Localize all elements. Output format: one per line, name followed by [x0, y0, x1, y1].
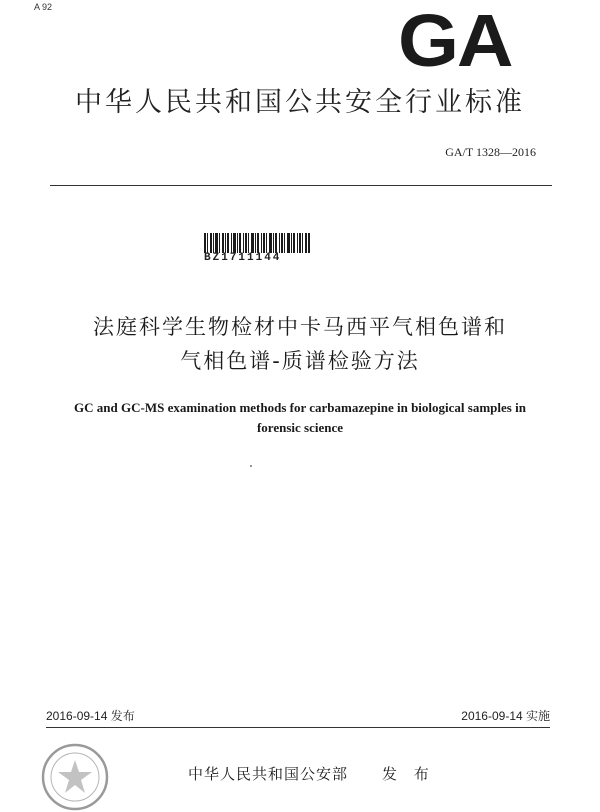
- publisher-name: 中华人民共和国公安部: [188, 765, 349, 783]
- barcode-number: BZ1711144: [204, 252, 282, 264]
- chinese-title-line-1: 法庭科学生物检材中卡马西平气相色谱和: [93, 315, 507, 339]
- seal-stamp-icon: [40, 742, 110, 812]
- standard-type-title: 中华人民共和国公共安全行业标准: [75, 87, 525, 118]
- bottom-rule: [46, 727, 550, 728]
- ics-code: A 92: [34, 2, 53, 12]
- standard-code: GA/T 1328—2016: [445, 145, 536, 159]
- issue-date: 2016-09-14 发布: [46, 709, 135, 723]
- implementation-date: 2016-09-14 实施: [461, 709, 550, 723]
- ga-logo: GA: [398, 0, 512, 82]
- barcode-icon: [204, 233, 310, 253]
- publish-label: 发 布: [382, 765, 435, 783]
- english-title-line-2: forensic science: [256, 420, 344, 435]
- chinese-title-line-2: 气相色谱-质谱检验方法: [180, 349, 420, 373]
- english-title-line-1: GC and GC-MS examination methods for carbamazepine in biological samples in: [74, 400, 526, 415]
- top-rule: [50, 185, 552, 186]
- speck: [250, 465, 252, 467]
